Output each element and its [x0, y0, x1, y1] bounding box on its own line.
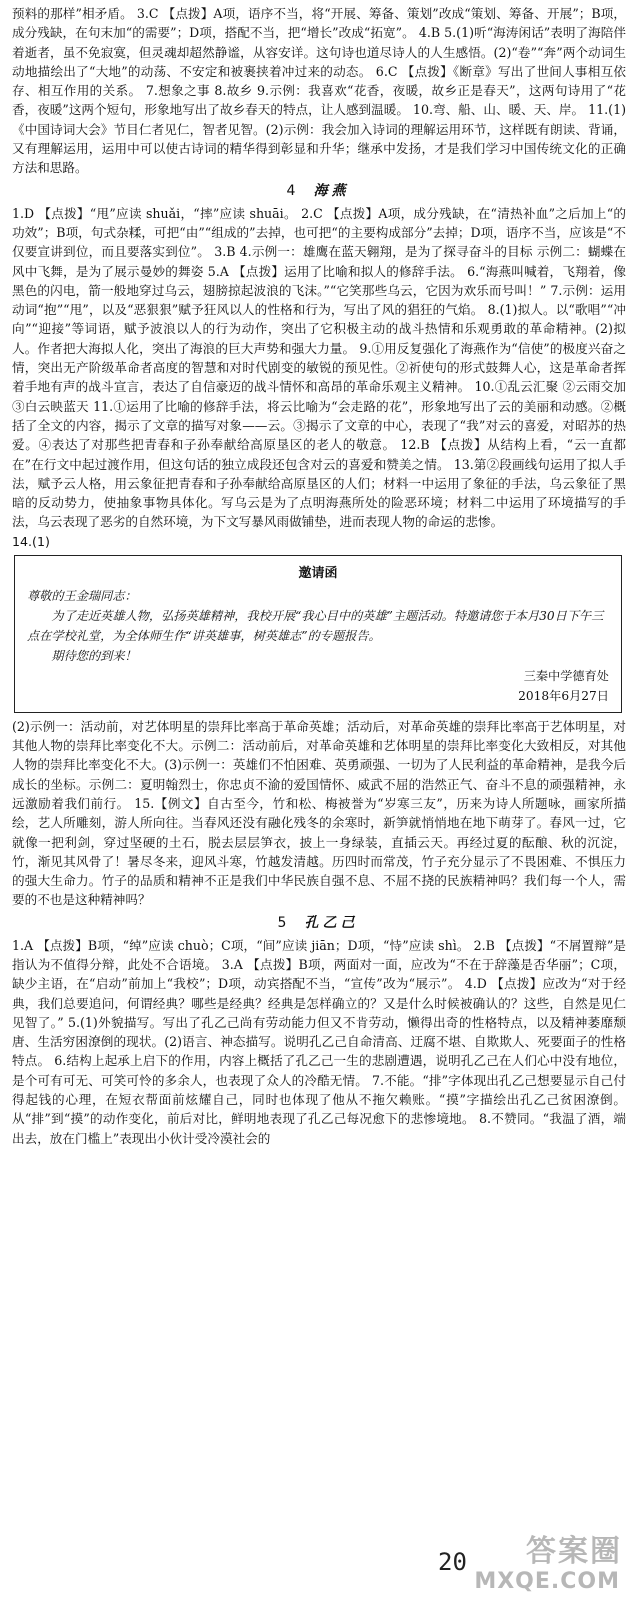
- section-4-heading: [0, 180, 636, 202]
- invitation-title: 邀请函: [298, 565, 338, 581]
- section-4-title: 海燕: [313, 182, 350, 199]
- watermark-logo-icon: 答案圈: [526, 1534, 622, 1569]
- answers-section-3-continued: 预料的那样”相矛盾。 3.C 【点拨】A项，语序不当，将“开展、筹备、策划”改成“策划、筹备、开展”；B项，成分残缺，在句末加“的需要”；D项，搭配不当，把“增长”改成“拓宽”。 4.B 5.(1)听“海涛闲话”表明了海陪伴着逝者，虽不免寂寞，但灵魂却超然静谧，从容安详。这句诗也道尽诗人的人生感悟。(2)“卷”“奔”两个动词生动地描绘出了“大地”的动荡、不安定和被裹挟着冲过来的动态。 6.C 【点拨】《断章》写出了世间人事相互依存、相互作用的关系。 7.想象之事 8.故乡 9.示例：我喜欢“花香，夜暖，故乡正是春天”，这两句诗用了“花香，夜暖”这两个短句，形象地写出了故乡春天的特点，让人感到温暖。 10.弯、船、山、暖、天、岸。 11.(1)《中国诗词大会》节目仁者见仁，智者见智。(2)示例：我会加入诗词的理解运用环节，这样既有朗读、背诵，又有理解运用，运用中可以使古诗词的精华得到彰显和升华；继承中发扬，才是我们学习中国传统文化的正确方法和思路。: [12, 6, 626, 176]
- invitation-body: 为了走近英雄人物，弘扬英雄精神，我校开展“我心目中的英雄”主题活动。特邀请您于本月30日下午三点在学校礼堂，为全体师生作“讲英雄事，树英雄志”的专题报告。: [27, 608, 604, 643]
- question-14-label: 14.(1): [12, 533, 50, 549]
- answers-question-14-15: (2)示例一：活动前，对艺体明星的崇拜比率高于革命英雄；活动后，对革命英雄的崇拜比率高于艺体明星，对其他人物的崇拜比率变化不大。示例二：活动前后，对革命英雄和艺体明星的崇拜比率变化大致相反，对其他人物的崇拜比率变化不大。(3)示例一：英雄们不怕困难、英勇顽强、一切为了人民利益的革命精神，是我今后成长的坐标。示例二：夏明翰烈士，你忠贞不渝的爱国情怀、威武不屈的浩然正气、奋斗不息的顽强精神，永远激励着我们前行。 15.【例文】自古至今，竹和松、梅被誉为“岁寒三友”，历来为诗人所题咏，画家所描绘，艺人所雕刻，游人所向往。当春风还没有融化残冬的余寒时，新笋就悄悄地在地下萌芽了。春风一过，它就像一把利剑，穿过坚硬的土石，脱去层层笋衣，披上一身绿装，直插云天。再经过夏的酝酿、秋的沉淀，竹，渐见其风骨了！暑尽冬来，迎风斗寒，竹越发清越。历四时而常茂，竹子充分显示了不畏困难、不惧压力的强大生命力。竹子的品质和精神不正是我们中华民族自强不息、不屈不挠的民族精神吗？我们每一个人，需要的不也是这种精神吗？: [12, 718, 626, 908]
- watermark-domain: MXQE.COM: [474, 1569, 620, 1594]
- answers-section-5: 1.A 【点拨】B项，“绰”应读 chuò；C项，“间”应读 jiān；D项，“恃”应读 shì。 2.B 【点拨】“不屑置辩”是指认为不值得分辩，此处不合语境。 3.A 【点拨】B项，两面对一面，应改为“不在于辞藻是否华丽”；C项，缺少主语，在“启动”前加上“我校”；D项，动宾搭配不当，“宣传”改为“展示”。 4.D 【点拨】应改为“对于经典，我们总要追问，何谓经典？哪些是经典？经典是怎样确立的？又是什么时候被确认的？这些，自然是见仁见智了。” 5.(1)外貌描写。写出了孔乙己尚有劳动能力但又不肯劳动，懒得出奇的性格特点，以及精神萎靡颓唐、生活穷困潦倒的现状。(2)语言、神态描写。说明孔乙己自命清高、迂腐不堪、自欺欺人、死要面子的性格特点。 6.结构上起承上启下的作用，内容上概括了孔乙己一生的悲剧遭遇，说明孔乙己在人们心中没有地位，是个可有可无、可笑可怜的多余人，也表现了众人的冷酷无情。 7.不能。“排”字体现出孔乙己想要显示自己付得起钱的心理，在短衣帮面前炫耀自己，同时也体现了他从不拖欠赖账。“摸”字描绘出孔乙己贫困潦倒。从“排”到“摸”的动作变化，前后对比，鲜明地表现了孔乙己每况愈下的悲惨境地。 8.不赞同。“我温了酒，端出去，放在门槛上”表现出小伙计受冷漠社会的: [12, 937, 626, 1146]
- section-5-heading: [0, 912, 636, 934]
- section-5-title: 孔乙己: [304, 914, 359, 931]
- page-number: 20: [438, 1548, 467, 1576]
- invitation-letter-box: [14, 555, 622, 713]
- invitation-salutation: 尊敬的王金瑞同志：: [27, 588, 137, 603]
- site-watermark: [472, 1526, 632, 1596]
- invitation-sender: 三秦中学德育处: [523, 668, 609, 683]
- answers-section-4: 1.D 【点拨】“甩”应读 shuǎi，“摔”应读 shuāi。 2.C 【点拨】A项，成分残缺，在“清热补血”之后加上“的功效”；B项，句式杂糅，可把“由”“组成的”去掉，也可把“的主要构成部分”去掉；D项，语序不当，应该是“不仅要宣讲到位，而且要落实到位”。 3.B 4.示例一：雄鹰在蓝天翱翔，是为了探寻奋斗的目标 示例二：蝴蝶在风中飞舞，是为了展示曼妙的舞姿 5.A 【点拨】运用了比喻和拟人的修辞手法。 6.“海燕叫喊着，飞翔着，像黑色的闪电，箭一般地穿过乌云，翅膀掠起波浪的飞沫。”“它笑那些乌云，它因为欢乐而号叫！” 7.示例：运用动词“抱”“甩”，以及“恶狠狠”赋予狂风以人的性格和行为，写出了风的猖狂的气焰。 8.(1)拟人。以“歌唱”“冲向”“迎接”等词语，赋予波浪以人的行为动作，突出了它积极主动的战斗热情和乐观勇敢的革命精神。(2)拟人。作者把大海拟人化，突出了海浪的巨大声势和强大力量。 9.①用反复强化了海燕作为“信使”的极度兴奋之情，突出无产阶级革命者高度的智慧和对时代剧变的敏锐的预见性。②祈使句的形式鼓舞人心，这是革命者挥着手地有声的战斗宣言，表达了自信豪迈的战斗情怀和高昂的革命乐观主义精神。 10.①乱云汇聚 ②云雨交加 ③白云映蓝天 11.①运用了比喻的修辞手法，将云比喻为“会走路的花”，形象地写出了云的美丽和动感。②概括了全文的内容，揭示了文章的描写对象——云。③揭示了文章的中心，表现了“我”对云的喜爱，对昭苏的热爱。④表达了对那些把青春和子孙奉献给高原垦区的老人的敬意。 12.B 【点拨】从结构上看，“云一直都在”在行文中起过渡作用，但这句话的独立成段还包含对云的喜爱和赞美之情。 13.第②段画线句运用了拟人手法，赋予云人格，用云象征把青春和子孙奉献给高原垦区的人们；材料一中运用了象征的手法，乌云象征了黑暗的反动势力，使抽象事物具体化。写乌云是为了点明海燕所处的险恶环境；材料二中运用了环境描写的手法，乌云表现了恶劣的自然环境，为下文写暴风雨做铺垫，进而表现人物的命运的悲惨。: [12, 205, 626, 530]
- section-4-number: 4: [286, 182, 296, 199]
- invitation-date: 2018年6月27日: [518, 688, 609, 703]
- section-5-number: 5: [277, 914, 287, 931]
- invitation-closing: 期待您的到来！: [51, 648, 137, 663]
